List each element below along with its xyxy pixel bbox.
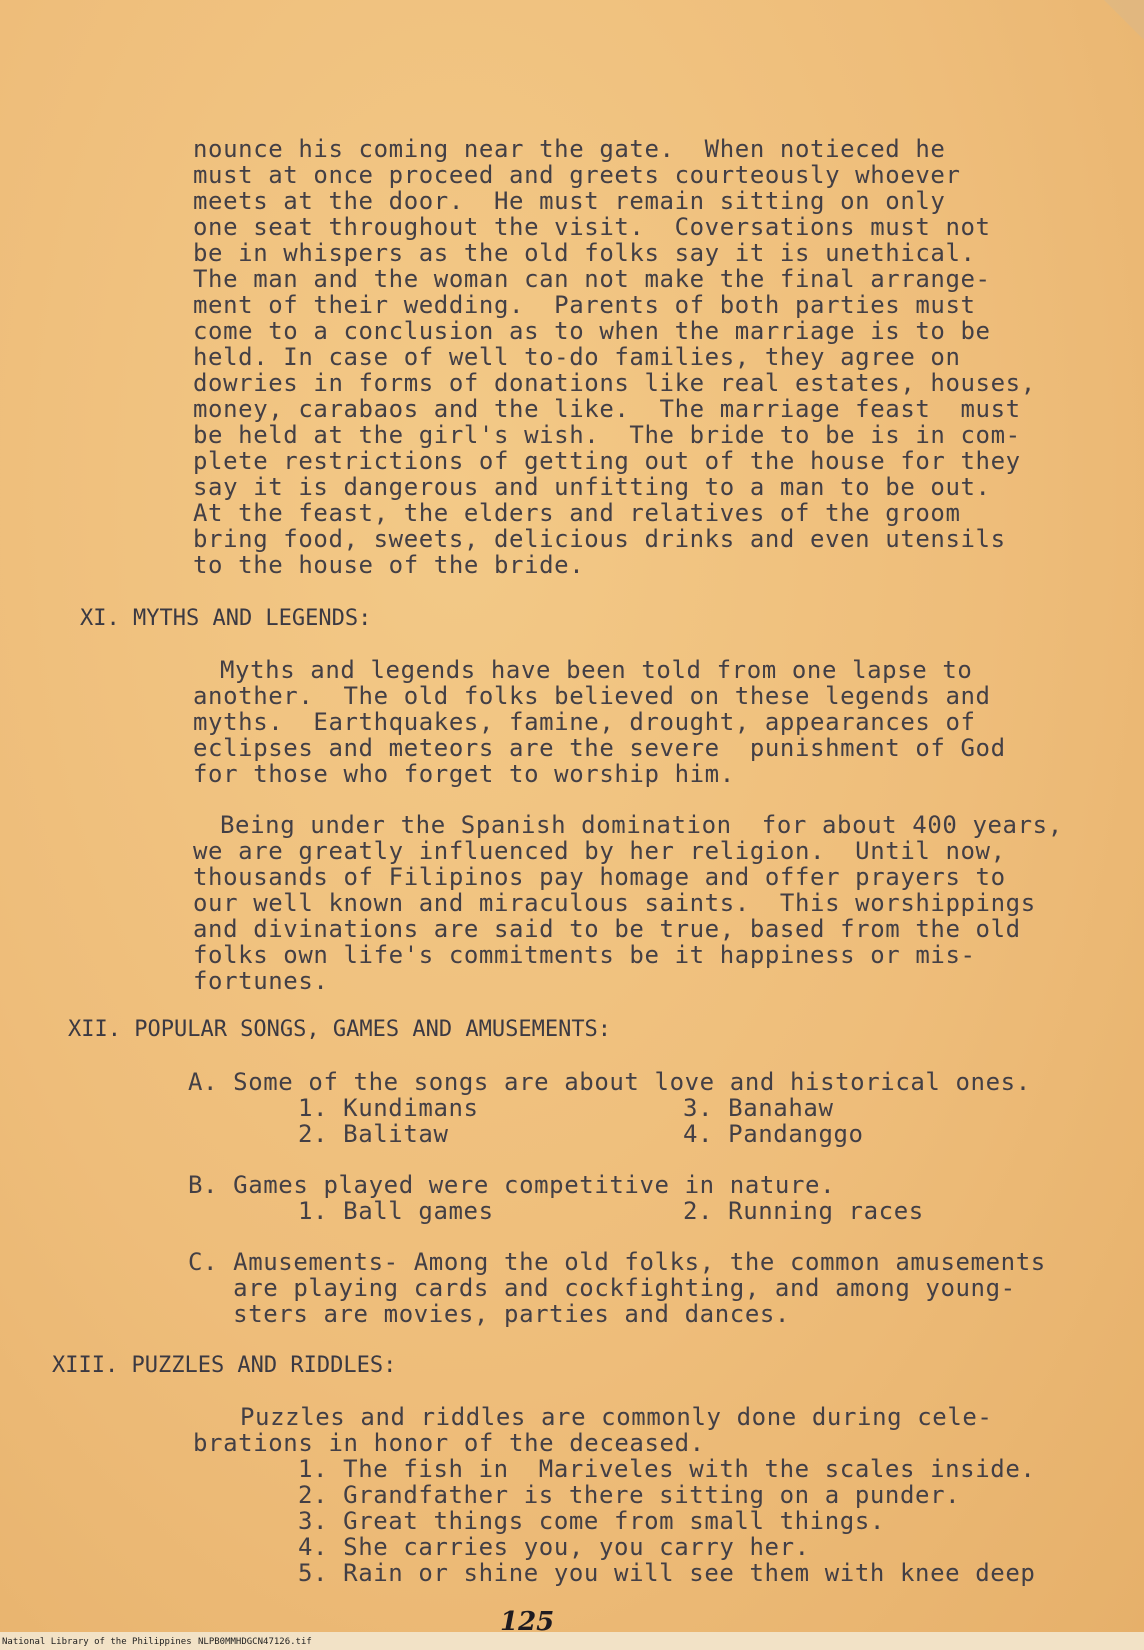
list-item: 1. Kundimans	[298, 1094, 479, 1122]
text-line: meets at the door. He must remain sitting on only	[193, 187, 946, 215]
text-line: Being under the Spanish domination for about 400 years,	[220, 811, 1063, 839]
songs-intro: A. Some of the songs are about love and historical ones.	[188, 1068, 1031, 1096]
list-item: 2. Running races	[683, 1197, 924, 1225]
list-item: 4. She carries you, you carry her.	[298, 1533, 810, 1561]
section-heading-xii: XII. POPULAR SONGS, GAMES AND AMUSEMENTS:	[68, 1017, 612, 1042]
text-line: thousands of Filipinos pay homage and offer prayers to	[193, 863, 1006, 891]
text-line: be held at the girl's wish. The bride to be is in com-	[193, 421, 1021, 449]
text-line: The man and the woman can not make the final arrange-	[193, 265, 991, 293]
list-item: 2. Grandfather is there sitting on a punder.	[298, 1481, 961, 1509]
section-heading-xi: XI. MYTHS AND LEGENDS:	[80, 606, 372, 631]
text-line: for those who forget to worship him.	[193, 760, 735, 788]
page-number: 125	[500, 1607, 555, 1637]
text-line: dowries in forms of donations like real estates, houses,	[193, 369, 1036, 397]
text-line: and divinations are said to be true, based from the old	[193, 915, 1021, 943]
text-line: fortunes.	[193, 967, 329, 995]
list-item: 1. The fish in Mariveles with the scales inside.	[298, 1455, 1036, 1483]
text-line: myths. Earthquakes, famine, drought, appearances of	[193, 708, 976, 736]
text-line: folks own life's commitments be it happiness or mis-	[193, 941, 976, 969]
text-line: plete restrictions of getting out of the house for they	[193, 447, 1021, 475]
list-item: 5. Rain or shine you will see them with knee deep	[298, 1559, 1036, 1587]
text-line: are playing cards and cockfighting, and among young-	[188, 1274, 1016, 1302]
list-item: 2. Balitaw	[298, 1120, 449, 1148]
page-corner-shade	[1104, 0, 1144, 40]
text-line: we are greatly influenced by her religion. Until now,	[193, 837, 1006, 865]
text-line: our well known and miraculous saints. This worshippings	[193, 889, 1036, 917]
text-line: Myths and legends have been told from one lapse to	[220, 656, 973, 684]
text-line: Puzzles and riddles are commonly done during cele-	[240, 1403, 993, 1431]
text-line: to the house of the bride.	[193, 551, 585, 579]
section-heading-xiii: XIII. PUZZLES AND RIDDLES:	[52, 1353, 397, 1378]
text-line: be in whispers as the old folks say it is unethical.	[193, 239, 976, 267]
text-line: sters are movies, parties and dances.	[188, 1300, 790, 1328]
text-line: C. Amusements- Among the old folks, the common amusements	[188, 1248, 1046, 1276]
list-item: 1. Ball games	[298, 1197, 494, 1225]
text-line: another. The old folks believed on these legends and	[193, 682, 991, 710]
text-line: money, carabaos and the like. The marriage feast must	[193, 395, 1021, 423]
text-line: must at once proceed and greets courteously whoever	[193, 161, 961, 189]
text-line: say it is dangerous and unfitting to a man to be out.	[193, 473, 991, 501]
text-line: held. In case of well to-do families, they agree on	[193, 343, 961, 371]
footer-file-id: NLPB0MMHDGCN47126.tif	[198, 1637, 312, 1647]
text-line: come to a conclusion as to when the marriage is to be	[193, 317, 991, 345]
text-line: nounce his coming near the gate. When notieced he	[193, 135, 946, 163]
list-item: 4. Pandanggo	[683, 1120, 864, 1148]
text-line: one seat throughout the visit. Coversations must not	[193, 213, 991, 241]
list-item: 3. Banahaw	[683, 1094, 834, 1122]
text-line: ment of their wedding. Parents of both parties must	[193, 291, 976, 319]
text-line: eclipses and meteors are the severe punishment of God	[193, 734, 1006, 762]
text-line: At the feast, the elders and relatives of the groom	[193, 499, 961, 527]
text-line: bring food, sweets, delicious drinks and even utensils	[193, 525, 1006, 553]
games-intro: B. Games played were competitive in nature.	[188, 1171, 836, 1199]
list-item: 3. Great things come from small things.	[298, 1507, 885, 1535]
text-line: brations in honor of the deceased.	[193, 1429, 705, 1457]
footer-library: National Library of the Philippines	[2, 1637, 192, 1647]
